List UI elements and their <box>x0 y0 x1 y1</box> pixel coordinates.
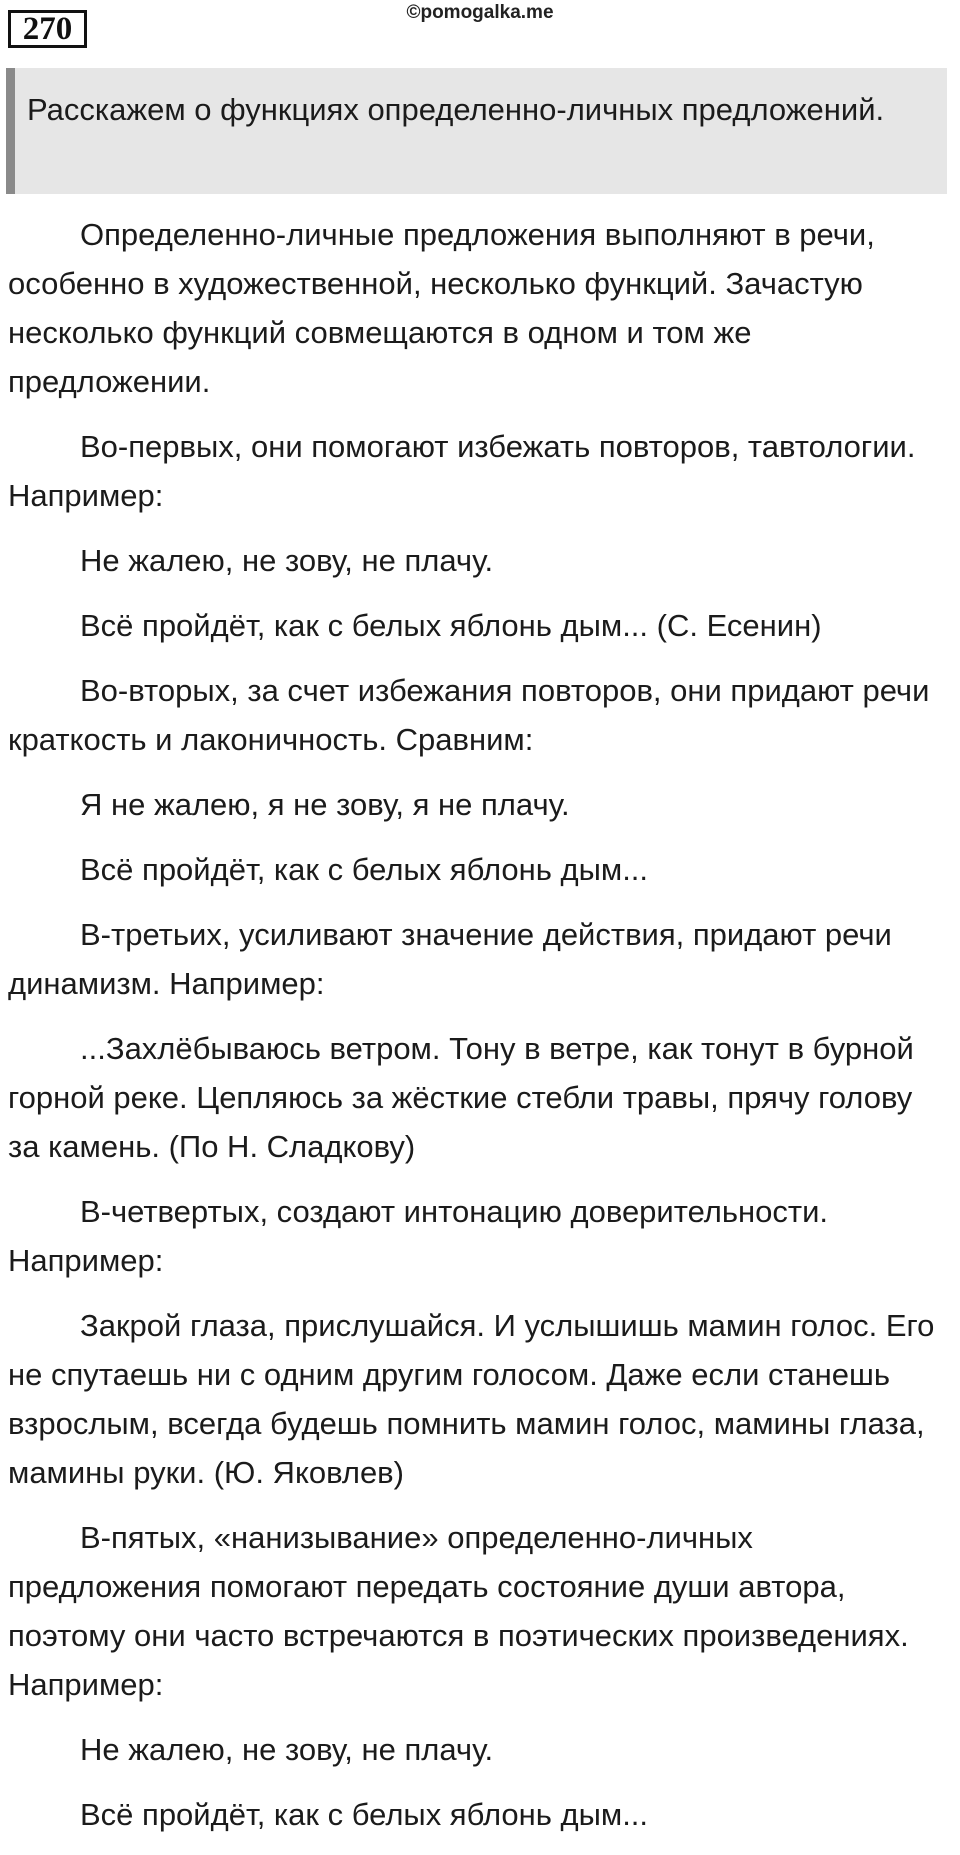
paragraph: Всё пройдёт, как с белых яблонь дым... <box>80 852 649 887</box>
paragraph: Не жалею, не зову, не плачу. <box>80 543 494 578</box>
question-text: Расскажем о функциях определенно-личных предложений. <box>27 92 885 127</box>
paragraph: В-пятых, «нанизывание» определенно-личных предложения помогают передать состояние души автора, поэтому они часто встречаются в поэтических произведениях. Например: <box>8 1520 909 1702</box>
paragraph: В-третьих, усиливают значение действия, придают речи динамизм. Например: <box>8 917 892 1001</box>
paragraph: Всё пройдёт, как с белых яблонь дым... (С. Есенин) <box>80 608 822 643</box>
task-number: 270 <box>8 10 87 48</box>
answer-text <box>8 210 948 1855</box>
paragraph: Закрой глаза, прислушайся. И услышишь мамин голос. Его не спутаешь ни с одним другим голосом. Даже если станешь взрослым, всегда будешь помнить мамин голос, мамины глаза, мамины руки. (Ю. Яковлев) <box>8 1308 935 1490</box>
question-box <box>6 68 947 194</box>
paragraph: Всё пройдёт, как с белых яблонь дым... <box>80 1797 649 1832</box>
paragraph: Во-первых, они помогают избежать повторов, тавтологии. Например: <box>8 429 916 513</box>
paragraph: Определенно-личные предложения выполняют в речи, особенно в художественной, несколько функций. Зачастую несколько функций совмещаются в одном и том же предложении. <box>8 217 875 399</box>
paragraph: Не жалею, не зову, не плачу. <box>80 1732 494 1767</box>
paragraph: Я не жалею, я не зову, я не плачу. <box>80 787 570 822</box>
watermark: ©pomogalka.me <box>406 2 554 23</box>
paragraph: Во-вторых, за счет избежания повторов, они придают речи краткость и лаконичность. Сравним: <box>8 673 930 757</box>
paragraph: ...Захлёбываюсь ветром. Тону в ветре, как тонут в бурной горной реке. Цепляюсь за жёсткие стебли травы, прячу голову за камень. (По Н. Сладкову) <box>8 1031 914 1164</box>
paragraph: В-четвертых, создают интонацию доверительности. Например: <box>8 1194 829 1278</box>
